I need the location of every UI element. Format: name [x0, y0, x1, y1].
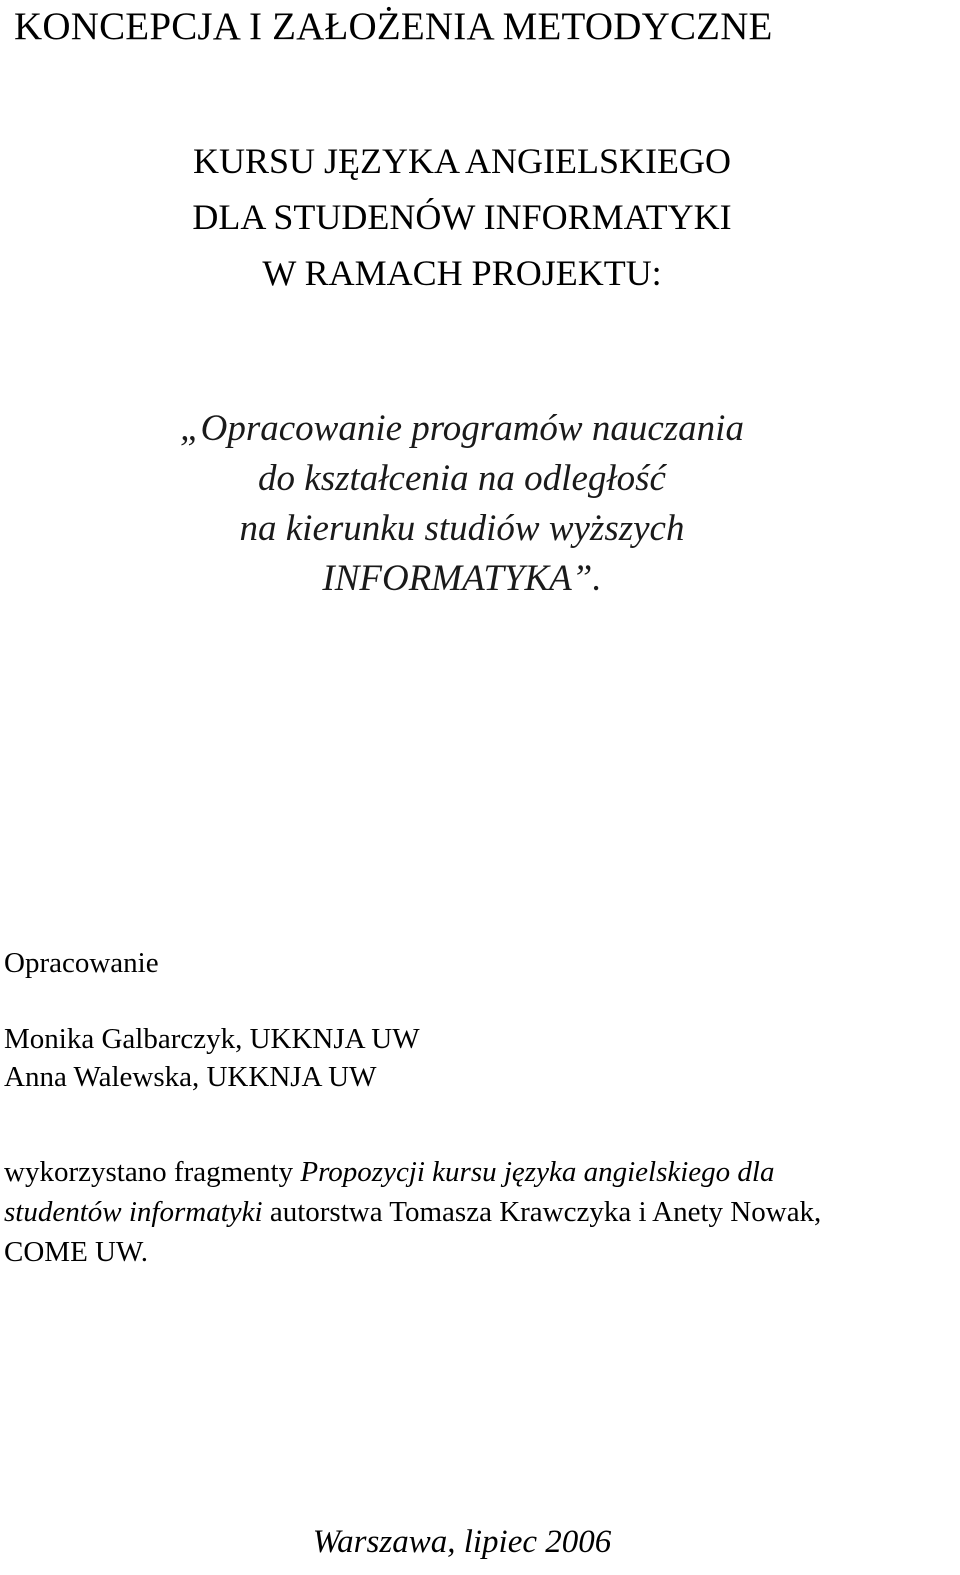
- source-work-title-cont: studentów informatyki: [4, 1196, 263, 1228]
- source-note-line-1: [4, 1152, 954, 1192]
- author-line: Monika Galbarczyk, UKKNJA UW: [4, 1023, 420, 1055]
- source-note-line-3: COME UW.: [4, 1236, 148, 1268]
- subtitle-line: KURSU JĘZYKA ANGIELSKIEGO: [193, 141, 731, 181]
- project-line: na kierunku studiów wyższych: [239, 508, 685, 549]
- project-line: „Opracowanie programów nauczania: [180, 408, 744, 449]
- authors-section: [4, 944, 420, 1096]
- prepared-by-label: Opracowanie: [4, 947, 159, 979]
- spacer: [4, 982, 420, 1020]
- page-title: KONCEPCJA I ZAŁOŻENIA METODYCZNE: [14, 5, 773, 48]
- source-work-title: Propozycji kursu języka angielskiego dla: [300, 1156, 775, 1188]
- project-name: [0, 404, 924, 604]
- source-note-line-2: [4, 1192, 954, 1232]
- author-line: Anna Walewska, UKKNJA UW: [4, 1061, 377, 1093]
- course-subtitle: [0, 133, 924, 301]
- place-date: Warszawa, lipiec 2006: [312, 1524, 612, 1560]
- project-line: INFORMATYKA”.: [322, 558, 602, 599]
- subtitle-line: W RAMACH PROJEKTU:: [262, 253, 662, 293]
- source-note-prefix: wykorzystano fragmenty: [4, 1156, 301, 1188]
- subtitle-line: DLA STUDENÓW INFORMATYKI: [192, 197, 732, 237]
- project-line: do kształcenia na odległość: [258, 458, 666, 499]
- source-note-authors: autorstwa Tomasza Krawczyka i Anety Nowak,: [262, 1196, 822, 1228]
- source-note: [4, 1152, 954, 1272]
